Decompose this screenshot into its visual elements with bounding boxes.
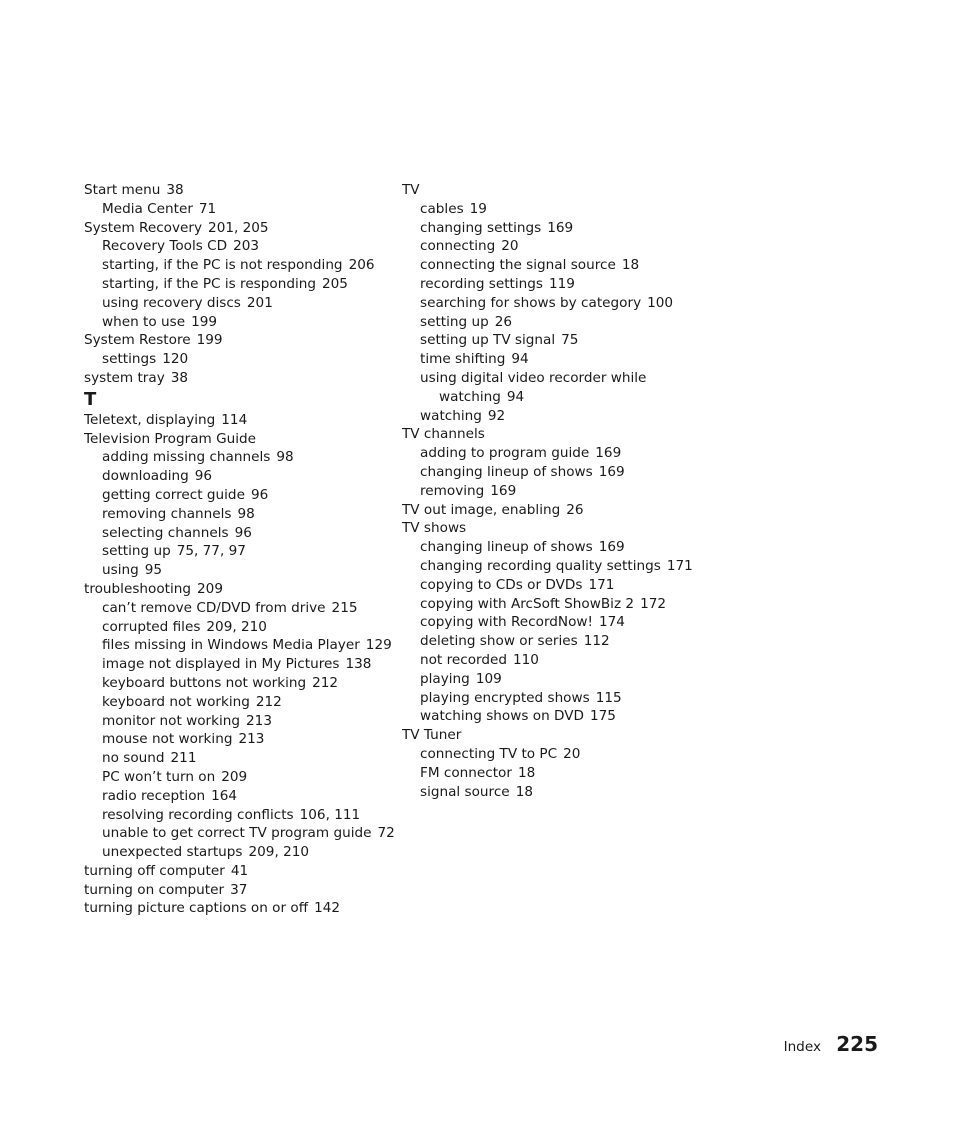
index-entry-term: settings xyxy=(102,351,157,368)
index-subentry xyxy=(84,313,394,332)
index-subentry xyxy=(402,388,702,407)
index-subentry xyxy=(402,707,702,726)
index-entry-pages: 213 xyxy=(238,731,265,748)
index-subentry xyxy=(402,538,702,557)
index-subentry xyxy=(402,651,702,670)
index-entry-term: Recovery Tools CD xyxy=(102,238,228,255)
index-entry-term: connecting the signal source xyxy=(420,257,616,274)
index-subentry xyxy=(84,636,394,655)
index-entry-pages: 26 xyxy=(494,313,513,330)
index-subentry xyxy=(402,576,702,595)
index-subentry xyxy=(84,693,394,712)
index-entry-term: deleting show or series xyxy=(420,633,578,650)
index-subentry xyxy=(84,749,394,768)
index-entry-term: TV channels xyxy=(402,426,485,443)
index-subentry xyxy=(84,768,394,787)
index-entry-term: Teletext, displaying xyxy=(84,411,216,428)
index-entry-term: not recorded xyxy=(420,651,507,668)
index-entry-term: connecting xyxy=(420,238,496,255)
index-entry-pages: 119 xyxy=(548,275,575,292)
index-entry-term: Media Center xyxy=(102,200,193,217)
index-entry-pages: 215 xyxy=(331,599,358,616)
index-entry-pages: 72 xyxy=(377,825,395,842)
index-entry-pages: 206 xyxy=(348,257,375,274)
index-entry-term: corrupted files xyxy=(102,618,201,635)
index-subentry xyxy=(402,313,702,332)
index-entry-term: Television Program Guide xyxy=(84,430,257,447)
index-entry-term: watching xyxy=(420,407,482,424)
index-subentry xyxy=(402,613,702,632)
index-letter-heading: T xyxy=(84,388,97,410)
index-entry-pages: 169 xyxy=(595,445,622,462)
index-entry-term: changing lineup of shows xyxy=(420,539,593,556)
index-entry-term: playing encrypted shows xyxy=(420,689,590,706)
index-entry-term: keyboard buttons not working xyxy=(102,674,307,691)
index-subentry xyxy=(402,689,702,708)
index-subentry xyxy=(84,655,394,674)
index-entry-term: files missing in Windows Media Player xyxy=(102,637,360,654)
index-entry-term: recording settings xyxy=(420,275,543,292)
index-entry xyxy=(84,862,394,881)
index-entry-term: copying with ArcSoft ShowBiz 2 xyxy=(420,595,635,612)
index-entry-term: getting correct guide xyxy=(102,486,245,503)
index-subentry xyxy=(84,674,394,693)
index-subentry xyxy=(402,482,702,501)
index-entry-pages: 38 xyxy=(170,369,189,386)
index-subentry xyxy=(402,200,702,219)
index-column-left xyxy=(84,181,394,918)
index-entry-term: FM connector xyxy=(420,764,512,781)
index-entry-term: when to use xyxy=(102,313,186,330)
index-entry-pages: 18 xyxy=(515,783,533,800)
index-entry-pages: 212 xyxy=(312,674,339,691)
index-entry-term: changing recording quality settings xyxy=(420,557,661,574)
index-entry-pages: 96 xyxy=(234,524,252,541)
index-entry-term: adding to program guide xyxy=(420,445,590,462)
index-entry-pages: 18 xyxy=(517,764,536,781)
index-entry-pages: 138 xyxy=(345,656,372,673)
index-entry-pages: 203 xyxy=(233,238,260,255)
index-entry-term: changing lineup of shows xyxy=(420,463,593,480)
index-subentry xyxy=(402,463,702,482)
index-entry-pages: 112 xyxy=(583,633,610,650)
index-subentry xyxy=(84,787,394,806)
index-entry-pages: 212 xyxy=(255,693,282,710)
index-entry-pages: 20 xyxy=(501,238,519,255)
index-entry-term: using recovery discs xyxy=(102,294,241,311)
index-subentry xyxy=(402,350,702,369)
index-subentry xyxy=(84,824,394,843)
index-entry-pages: 175 xyxy=(590,708,616,725)
index-entry-term: removing xyxy=(420,482,485,499)
index-entry-pages: 199 xyxy=(191,313,218,330)
index-subentry xyxy=(84,599,394,618)
index-entry-pages: 26 xyxy=(566,501,584,518)
index-entry-term: copying with RecordNow! xyxy=(420,614,593,631)
index-entry-pages: 169 xyxy=(598,463,625,480)
index-entry-pages: 18 xyxy=(621,257,640,274)
index-entry-pages: 201, 205 xyxy=(208,219,269,236)
index-entry-term: watching xyxy=(439,388,501,405)
index-subentry xyxy=(402,256,702,275)
index-entry-pages: 169 xyxy=(547,219,574,236)
index-entry-term: System Restore xyxy=(84,332,191,349)
index-subentry xyxy=(402,294,702,313)
index-entry xyxy=(402,726,702,745)
index-entry-pages: 172 xyxy=(640,595,667,612)
index-entry-term: PC won’t turn on xyxy=(102,768,216,785)
index-entry-pages: 71 xyxy=(198,200,217,217)
index-subentry xyxy=(402,219,702,238)
index-entry xyxy=(84,899,394,918)
index-entry-term: TV xyxy=(402,182,420,198)
index-entry-term: starting, if the PC is not responding xyxy=(102,257,343,274)
index-subentry xyxy=(84,542,394,561)
index-entry-pages: 38 xyxy=(166,182,184,198)
index-entry-pages: 115 xyxy=(595,689,622,706)
index-entry-pages: 209, 210 xyxy=(248,844,310,861)
index-entry-pages: 75 xyxy=(561,332,579,349)
index-entry-term: can’t remove CD/DVD from drive xyxy=(102,599,326,616)
index-subentry xyxy=(402,632,702,651)
index-entry-pages: 209 xyxy=(221,768,248,785)
index-entry-term: using xyxy=(102,562,139,579)
index-entry-pages: 94 xyxy=(506,388,525,405)
index-entry-pages: 213 xyxy=(246,712,272,729)
index-entry-term: mouse not working xyxy=(102,731,233,748)
index-entry xyxy=(84,369,394,388)
index-entry xyxy=(84,331,394,350)
page-footer xyxy=(760,1032,878,1060)
index-subentry xyxy=(84,712,394,731)
index-entry xyxy=(84,430,394,449)
index-subentry xyxy=(84,561,394,580)
index-entry xyxy=(84,881,394,900)
index-entry-term: no sound xyxy=(102,750,165,767)
index-entry-term: watching shows on DVD xyxy=(420,708,584,725)
index-entry-term: keyboard not working xyxy=(102,693,250,710)
index-entry-pages: 209 xyxy=(197,580,223,597)
index-subentry xyxy=(84,448,394,467)
index-entry-pages: 169 xyxy=(598,539,625,556)
index-entry-pages: 205 xyxy=(321,275,348,292)
index-entry-pages: 106, 111 xyxy=(299,806,361,823)
index-entry-term: setting up xyxy=(102,543,171,560)
index-entry-pages: 169 xyxy=(490,482,517,499)
index-entry-term: troubleshooting xyxy=(84,580,192,597)
index-entry-pages: 96 xyxy=(194,468,213,485)
index-entry-pages: 109 xyxy=(475,670,502,687)
index-entry-term: cables xyxy=(420,200,464,217)
index-subentry xyxy=(402,595,702,614)
index-entry-term: Start menu xyxy=(84,182,161,198)
index-subentry xyxy=(402,745,702,764)
index-entry-term: time shifting xyxy=(420,351,506,368)
index-column-right xyxy=(402,181,702,801)
index-entry-pages: 19 xyxy=(469,200,487,217)
index-entry-term: System Recovery xyxy=(84,219,203,236)
index-entry-term: playing xyxy=(420,670,470,687)
index-entry-pages: 201 xyxy=(246,294,273,311)
index-entry-pages: 98 xyxy=(276,449,294,466)
index-entry-pages: 100 xyxy=(647,294,674,311)
index-entry-term: radio reception xyxy=(102,787,206,804)
index-entry-pages: 211 xyxy=(170,750,197,767)
index-entry xyxy=(84,219,394,238)
index-subentry xyxy=(402,670,702,689)
index-entry-term: setting up xyxy=(420,313,489,330)
index-entry-term: removing channels xyxy=(102,505,232,522)
index-entry xyxy=(402,501,702,520)
index-entry-term: signal source xyxy=(420,783,510,800)
index-entry-term: setting up TV signal xyxy=(420,332,556,349)
index-entry xyxy=(84,580,394,599)
index-entry-pages: 110 xyxy=(513,651,539,668)
index-subentry xyxy=(84,806,394,825)
index-entry-term: starting, if the PC is responding xyxy=(102,275,316,292)
index-entry-pages: 209, 210 xyxy=(206,618,267,635)
index-subentry xyxy=(84,843,394,862)
index-entry-term: turning picture captions on or off xyxy=(84,900,309,917)
index-entry-term: system tray xyxy=(84,369,165,386)
index-entry-pages: 96 xyxy=(250,486,269,503)
index-entry xyxy=(402,181,702,200)
index-entry-pages: 41 xyxy=(230,862,249,879)
footer-section-label: Index xyxy=(783,1039,821,1055)
index-entry-pages: 129 xyxy=(365,637,392,654)
index-subentry xyxy=(84,730,394,749)
index-subentry xyxy=(402,407,702,426)
index-subentry xyxy=(84,524,394,543)
index-entry-term: resolving recording conflicts xyxy=(102,806,294,823)
index-entry xyxy=(84,411,394,430)
index-entry-pages: 92 xyxy=(487,407,506,424)
index-entry-pages: 142 xyxy=(314,900,341,917)
index-entry-term: unexpected startups xyxy=(102,844,243,861)
index-entry-pages: 95 xyxy=(144,562,163,579)
index-entry-term: image not displayed in My Pictures xyxy=(102,656,340,673)
index-entry-term: copying to CDs or DVDs xyxy=(420,576,583,593)
index-entry xyxy=(84,181,394,200)
index-entry-term: turning on computer xyxy=(84,881,225,898)
index-subentry xyxy=(84,486,394,505)
index-subentry xyxy=(402,444,702,463)
index-subentry xyxy=(402,557,702,576)
index-entry-term: connecting TV to PC xyxy=(420,745,558,762)
index-subentry xyxy=(402,369,702,388)
index-subentry xyxy=(84,350,394,369)
index-entry-term: monitor not working xyxy=(102,712,241,729)
index-entry-pages: 75, 77, 97 xyxy=(176,543,246,560)
index-subentry xyxy=(84,256,394,275)
index-entry-term: turning off computer xyxy=(84,862,225,879)
index-entry-pages: 171 xyxy=(666,557,693,574)
index-entry-pages: 120 xyxy=(162,351,189,368)
index-entry-term: unable to get correct TV program guide xyxy=(102,825,372,842)
index-subentry xyxy=(84,618,394,637)
index-subentry xyxy=(84,505,394,524)
index-entry xyxy=(402,425,702,444)
index-entry-term: changing settings xyxy=(420,219,542,236)
index-subentry xyxy=(84,200,394,219)
index-entry-pages: 164 xyxy=(211,787,238,804)
index-entry-term: downloading xyxy=(102,468,189,485)
index-entry-pages: 171 xyxy=(588,576,615,593)
index-entry-pages: 114 xyxy=(221,411,248,428)
index-entry-term: TV shows xyxy=(402,520,467,537)
index-entry-pages: 98 xyxy=(237,505,255,522)
index-subentry xyxy=(84,294,394,313)
index-entry-term: using digital video recorder while xyxy=(420,369,647,386)
index-entry-pages: 94 xyxy=(511,351,529,368)
index-subentry xyxy=(84,467,394,486)
index-subentry xyxy=(402,331,702,350)
page-number: 225 xyxy=(836,1032,878,1056)
index-entry-term: adding missing channels xyxy=(102,449,271,466)
index-subentry xyxy=(84,275,394,294)
index-subentry xyxy=(402,764,702,783)
index-entry-pages: 20 xyxy=(563,745,581,762)
index-entry-pages: 37 xyxy=(230,881,248,898)
index-entry-term: selecting channels xyxy=(102,524,229,541)
index-subentry xyxy=(402,783,702,802)
index-entry-term: TV out image, enabling xyxy=(402,501,561,518)
index-subentry xyxy=(402,237,702,256)
index-subentry xyxy=(402,275,702,294)
index-entry-term: TV Tuner xyxy=(402,727,462,744)
index-entry-term: searching for shows by category xyxy=(420,294,642,311)
index-entry xyxy=(402,519,702,538)
index-entry-pages: 174 xyxy=(599,614,625,631)
index-entry-pages: 199 xyxy=(196,332,223,349)
index-subentry xyxy=(84,237,394,256)
